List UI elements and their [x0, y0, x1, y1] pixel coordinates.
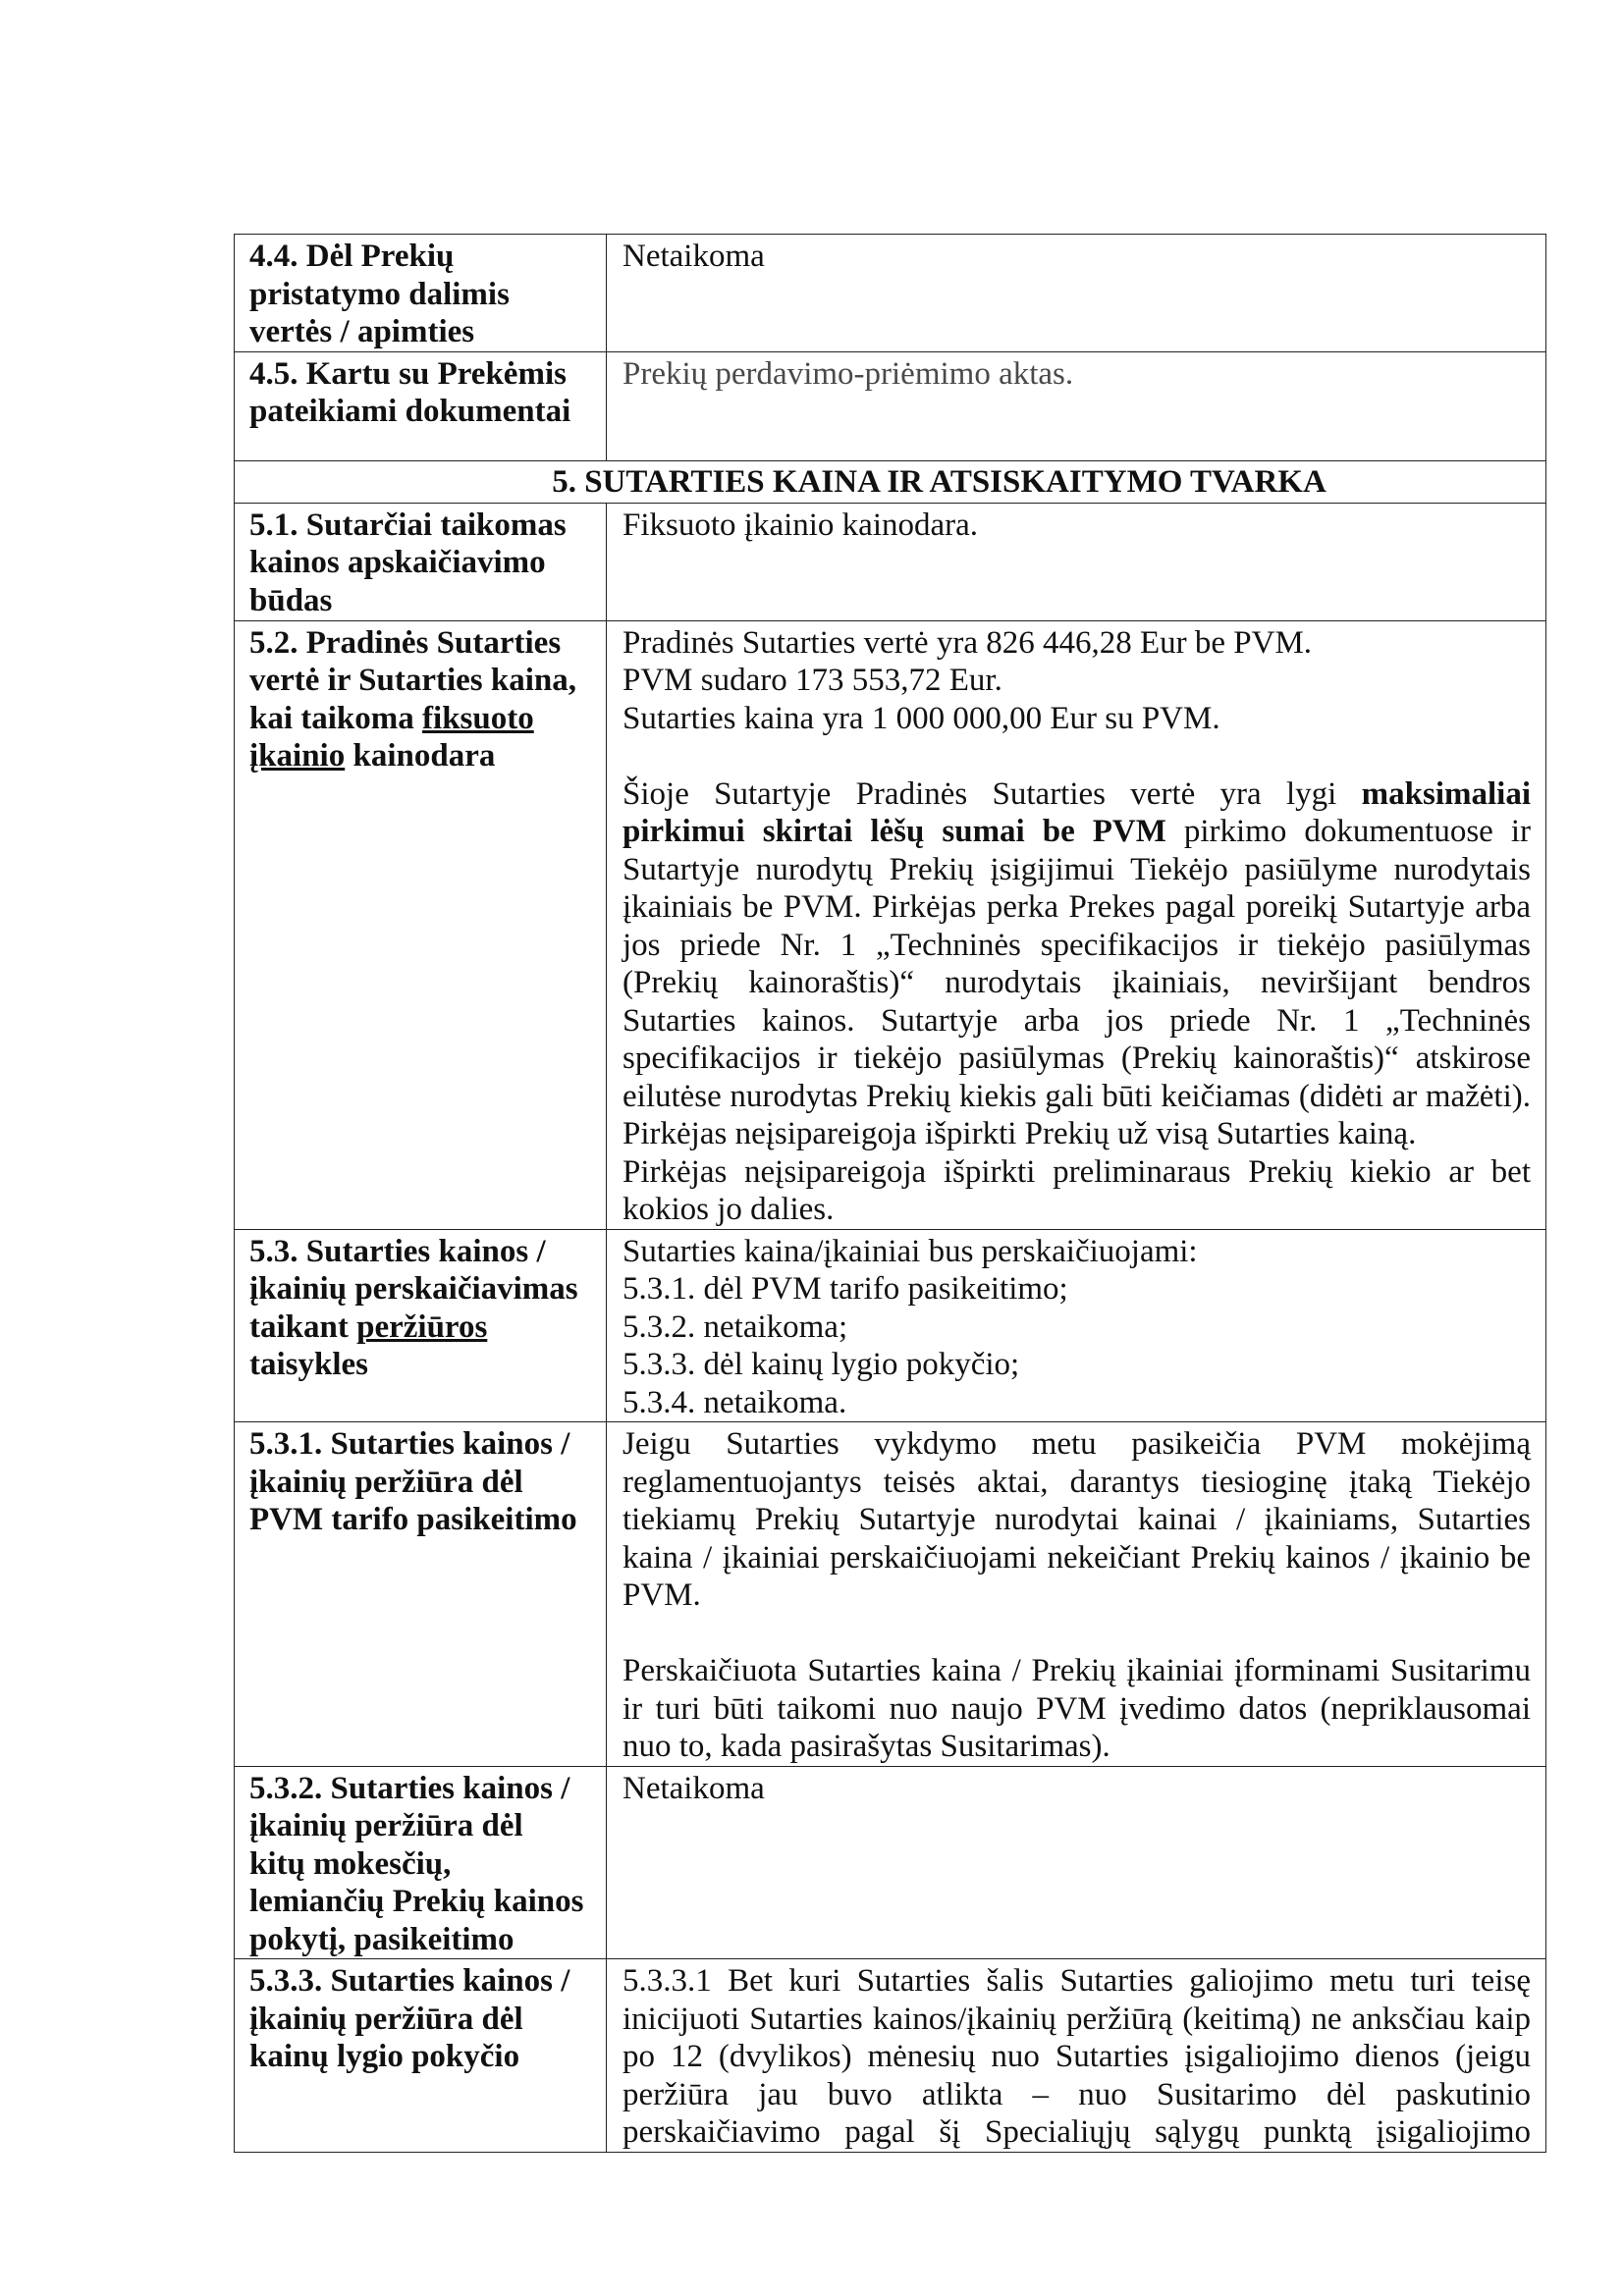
- value-text: Šioje Sutartyje Pradinės Sutarties vertė yra lygi: [623, 775, 1362, 812]
- value-line: 5.3.1. dėl PVM tarifo pasikeitimo;: [623, 1271, 1068, 1307]
- label-line: kainų lygio pokyčio: [249, 2039, 520, 2074]
- value-line: (Prekių kainoraštis)“ nurodytais įkainiais, neviršijant bendros: [623, 965, 1531, 1000]
- value-line: ir turi būti taikomi nuo naujo PVM įvedimo datos (nepriklausomai: [623, 1690, 1531, 1727]
- table-row-4-4: [235, 235, 1546, 352]
- table-row-5-3-2: [235, 1766, 1546, 1959]
- section-header-row: [235, 460, 1546, 503]
- label-line: pateikiami dokumentai: [249, 394, 571, 429]
- row-label-cell: [235, 1422, 607, 1767]
- value-line: Prekių perdavimo-priėmimo aktas.: [623, 355, 1074, 392]
- value-line: kaina / įkainiai perskaičiuojami nekeičiant Prekių kainos / įkainio be: [623, 1539, 1531, 1575]
- row-value-cell: [607, 1959, 1546, 2153]
- value-line: po 12 (dvylikos) mėnesių nuo Sutarties įsigaliojimo dienos (jeigu: [623, 2039, 1531, 2074]
- value-line: Netaikoma: [623, 1770, 765, 1806]
- value-line: 5.3.2. netaikoma;: [623, 1308, 848, 1345]
- value-line: kokios jo dalies.: [623, 1192, 835, 1227]
- blank-line: [623, 1615, 1531, 1653]
- table-row-5-1: [235, 503, 1546, 620]
- value-line: inicijuoti Sutarties kainos/įkainių peržiūrą (keitimą) ne anksčiau kaip: [623, 2001, 1531, 2037]
- label-line: taisykles: [249, 1347, 369, 1382]
- label-line: 5.3. Sutarties kainos /: [249, 1233, 546, 1269]
- label-line: pokytį, pasikeitimo: [249, 1921, 514, 1957]
- row-label-cell: [235, 1229, 607, 1422]
- value-line: Fiksuoto įkainio kainodara.: [623, 507, 979, 543]
- value-line: nuo to, kada pasirašytas Susitarimas).: [623, 1729, 1110, 1764]
- value-line: eilutėse nurodytas Prekių kiekis gali būti keičiamas (didėti ar mažėti).: [623, 1078, 1531, 1114]
- label-line: vertės / apimties: [249, 314, 475, 349]
- label-line: 4.5. Kartu su Prekėmis: [249, 355, 567, 392]
- row-value-cell: [607, 235, 1546, 352]
- underlined-term: peržiūros: [356, 1308, 488, 1345]
- value-line: Sutarties kaina/įkainiai bus perskaičiuojami:: [623, 1233, 1198, 1269]
- row-value-cell: [607, 1766, 1546, 1959]
- label-line: lemiančių Prekių kainos: [249, 1884, 584, 1919]
- label-line: 5.1. Sutarčiai taikomas: [249, 507, 567, 543]
- value-line: Sutarties kainos. Sutartyje arba jos priede Nr. 1 „Techninės: [623, 1002, 1531, 1039]
- label-line: PVM tarifo pasikeitimo: [249, 1502, 577, 1537]
- value-line: Perskaičiuota Sutarties kaina / Prekių įkainiai įforminami Susitarimu: [623, 1653, 1531, 1688]
- value-line: Sutartyje nurodytų Prekių įsigijimui Tiekėjo pasiūlyme nurodytais: [623, 851, 1531, 887]
- section-title: 5. SUTARTIES KAINA IR ATSISKAITYMO TVARKA: [235, 460, 1546, 503]
- underlined-term: fiksuoto: [422, 700, 534, 736]
- row-label-cell: [235, 351, 607, 460]
- row-value-cell: [607, 351, 1546, 460]
- underlined-term: įkainio: [249, 738, 346, 774]
- label-line: [249, 700, 598, 738]
- label-line: 5.2. Pradinės Sutarties: [249, 624, 562, 661]
- label-text: kai taikoma: [249, 700, 423, 736]
- label-line: vertė ir Sutarties kaina,: [249, 663, 577, 698]
- value-line: perskaičiavimo pagal šį Specialiųjų sąlygų punktą įsigaliojimo: [623, 2114, 1531, 2150]
- label-text: kainodara: [345, 738, 496, 774]
- row-label-cell: [235, 1766, 607, 1959]
- value-line: Jeigu Sutarties vykdymo metu pasikeičia PVM mokėjimą: [623, 1426, 1531, 1462]
- value-line: [623, 813, 1531, 851]
- value-line: [623, 775, 1531, 814]
- value-line: Pirkėjas neįsipareigoja išpirkti preliminaraus Prekių kiekio ar bet: [623, 1153, 1531, 1190]
- bold-term: pirkimui skirtai lėšų sumai be PVM: [623, 814, 1166, 849]
- row-label-cell: [235, 620, 607, 1229]
- row-label-cell: [235, 1959, 607, 2153]
- value-line: įkainiais be PVM. Pirkėjas perka Prekes pagal poreikį Sutartyje arba: [623, 889, 1531, 925]
- table-row-5-2: [235, 620, 1546, 1229]
- value-text: pirkimo dokumentuose ir: [1165, 814, 1531, 849]
- table-row-5-3: [235, 1229, 1546, 1422]
- row-value-cell: [607, 1229, 1546, 1422]
- row-label-cell: [235, 503, 607, 620]
- value-line: 5.3.4. netaikoma.: [623, 1384, 847, 1420]
- table-row-4-5: [235, 351, 1546, 460]
- value-line: specifikacijos ir tiekėjo pasiūlymas (Prekių kainoraštis)“ atskirose: [623, 1041, 1531, 1076]
- row-value-cell: [607, 1422, 1546, 1767]
- row-label-cell: [235, 235, 607, 352]
- bold-term: maksimaliai: [1361, 775, 1531, 812]
- blank-line: [623, 737, 1531, 775]
- value-line: reglamentuojantys teisės aktai, darantys tiesioginę įtaką Tiekėjo: [623, 1464, 1531, 1500]
- value-line: tiekiamų Prekių Sutartyje nurodytai kainai / įkainiams, Sutarties: [623, 1502, 1531, 1537]
- label-line: būdas: [249, 582, 333, 618]
- row-value-cell: [607, 503, 1546, 620]
- label-line: įkainių peržiūra dėl: [249, 1808, 523, 1843]
- table-row-5-3-1: [235, 1422, 1546, 1767]
- label-text: taikant: [249, 1308, 357, 1345]
- value-line: Netaikoma: [623, 239, 765, 274]
- value-line: peržiūra jau buvo atlikta – nuo Susitarimo dėl paskutinio: [623, 2076, 1531, 2112]
- label-line: įkainių peržiūra dėl: [249, 1464, 523, 1500]
- label-line: kainos apskaičiavimo: [249, 545, 546, 580]
- value-line: Pirkėjas neįsipareigoja išpirkti Prekių už visą Sutarties kainą.: [623, 1116, 1417, 1151]
- label-line: 4.4. Dėl Prekių: [249, 239, 455, 274]
- label-line: 5.3.2. Sutarties kainos /: [249, 1770, 570, 1806]
- value-line: PVM.: [623, 1577, 701, 1613]
- value-line: Sutarties kaina yra 1 000 000,00 Eur su PVM.: [623, 700, 1220, 736]
- label-line: įkainių peržiūra dėl: [249, 2001, 523, 2037]
- label-line: 5.3.3. Sutarties kainos /: [249, 1963, 570, 1999]
- value-line: Pradinės Sutarties vertė yra 826 446,28 Eur be PVM.: [623, 624, 1313, 661]
- contract-terms-table: [234, 234, 1546, 2153]
- value-line: 5.3.3.1 Bet kuri Sutarties šalis Sutarties galiojimo metu turi teisę: [623, 1963, 1531, 1999]
- label-line: [249, 1308, 598, 1347]
- label-line: [249, 737, 598, 775]
- value-line: 5.3.3. dėl kainų lygio pokyčio;: [623, 1347, 1020, 1382]
- label-line: 5.3.1. Sutarties kainos /: [249, 1426, 570, 1462]
- row-value-cell: [607, 620, 1546, 1229]
- table-row-5-3-3: [235, 1959, 1546, 2153]
- label-line: kitų mokesčių,: [249, 1845, 452, 1882]
- value-line: PVM sudaro 173 553,72 Eur.: [623, 663, 1002, 698]
- label-line: įkainių perskaičiavimas: [249, 1271, 578, 1307]
- label-line: pristatymo dalimis: [249, 276, 510, 312]
- value-line: jos priede Nr. 1 „Techninės specifikacijos ir tiekėjo pasiūlymas: [623, 927, 1531, 963]
